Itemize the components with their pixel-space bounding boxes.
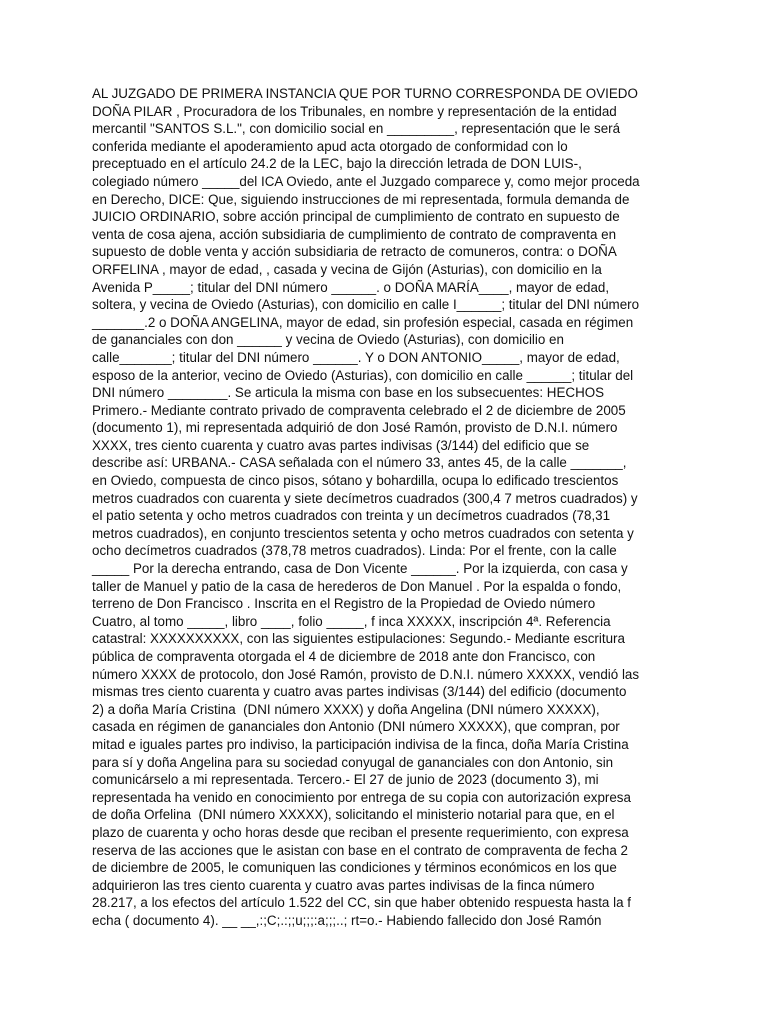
document-line: representada ha venido en conocimiento por entrega de su copia con autorización expresa	[92, 789, 631, 805]
legal-document-text	[92, 85, 692, 930]
document-line: 28.217, a los efectos del artículo 1.522 del CC, sin que haber obtenido respuesta hasta la f	[92, 895, 631, 911]
document-line: AL JUZGADO DE PRIMERA INSTANCIA QUE POR TURNO CORRESPONDA DE OVIEDO	[92, 86, 638, 101]
document-line: metros cuadrados), en conjunto trescientos setenta y ocho metros cuadrados con setenta y	[92, 525, 634, 541]
document-line: conferida mediante el apoderamiento apud acta otorgado de conformidad con lo	[92, 138, 568, 154]
document-line: Primero.- Mediante contrato privado de compraventa celebrado el 2 de diciembre de 2005	[92, 402, 626, 418]
document-line: _______.2 o DOÑA ANGELINA, mayor de edad, sin profesión especial, casada en régimen	[92, 314, 634, 330]
document-line: de doña Orfelina (DNI número XXXXX), solicitando el ministerio notarial para que, en el	[92, 807, 615, 823]
document-line: catastral: XXXXXXXXXX, con las siguientes estipulaciones: Segundo.- Mediante escritura	[92, 631, 625, 647]
document-line: XXXX, tres ciento cuarenta y cuatro avas partes indivisas (3/144) del edificio que se	[92, 437, 590, 453]
document-line: de gananciales con don ______ y vecina de Oviedo (Asturias), con domicilio en	[92, 332, 564, 348]
document-line: en Oviedo, compuesta de cinco pisos, sótano y bohardilla, ocupa lo edificado trescientos	[92, 473, 619, 489]
document-line: 2) a doña María Cristina (DNI número XXXX) y doña Angelina (DNI número XXXXX),	[92, 701, 600, 717]
document-line: esposo de la anterior, vecino de Oviedo (Asturias), con domicilio en calle ______; titular del	[92, 367, 634, 383]
document-line: metros cuadrados con cuarenta y siete decímetros cuadrados (300,4 7 metros cuadrados) y	[92, 490, 638, 506]
document-line: JUICIO ORDINARIO, sobre acción principal de cumplimiento de contrato en supuesto de	[92, 209, 620, 225]
document-line: describe así: URBANA.- CASA señalada con el número 33, antes 45, de la calle _______,	[92, 455, 627, 471]
document-line: supuesto de doble venta y acción subsidiaria de retracto de comuneros, contra: o DOÑA	[92, 244, 617, 260]
document-line: ocho decímetros cuadrados (378,78 metros cuadrados). Linda: Por el frente, con la calle	[92, 543, 617, 559]
document-line: pública de compraventa otorgada el 4 de diciembre de 2018 ante don Francisco, con	[92, 649, 596, 664]
document-line: comunicárselo a mi representada. Tercero.- El 27 de junio de 2023 (documento 3), mi	[92, 772, 599, 788]
document-line: ORFELINA , mayor de edad, , casada y vecina de Gijón (Asturias), con domicilio en la	[92, 261, 602, 277]
document-line: para sí y doña Angelina para su sociedad conyugal de gananciales con don Antonio, sin	[92, 754, 614, 770]
document-line: soltera, y vecina de Oviedo (Asturias), con domicilio en calle I______; titular del DNI número	[92, 297, 640, 313]
document-line: el patio setenta y ocho metros cuadrados con treinta y un decímetros cuadrados (78,31	[92, 508, 611, 524]
document-line: colegiado número _____del ICA Oviedo, ante el Juzgado comparece y, como mejor proceda	[92, 173, 640, 189]
document-line: número XXXX de protocolo, don José Ramón, provisto de D.N.I. número XXXXX, vendió las	[92, 666, 640, 682]
document-line: reserva de las acciones que le asistan con base en el contrato de compraventa de fecha 2	[92, 842, 628, 858]
document-line: Cuatro, al tomo _____, libro ____, folio _____, f inca XXXXX, inscripción 4ª. Referencia	[92, 613, 611, 629]
document-line: DNI número ________. Se articula la misma con base en los subsecuentes: HECHOS	[92, 385, 605, 401]
document-line: adquirieron las tres ciento cuarenta y cuatro avas partes indivisas de la finca número	[92, 877, 595, 893]
document-line: mercantil "SANTOS S.L.", con domicilio social en _________, representación que le será	[92, 121, 621, 137]
document-line: terreno de Don Francisco . Inscrita en el Registro de la Propiedad de Oviedo número	[92, 596, 596, 612]
document-line: preceptuado en el artículo 24.2 de la LEC, bajo la dirección letrada de DON LUIS-,	[92, 156, 582, 172]
document-line: (documento 1), mi representada adquirió de don José Ramón, provisto de D.N.I. número	[92, 420, 618, 436]
document-line: mitad e iguales partes pro indiviso, la participación indivisa de la finca, doña María Cristina	[92, 736, 629, 752]
document-line: plazo de cuarenta y ocho horas desde que reciban el presente requerimiento, con expresa	[92, 824, 629, 840]
document-line: taller de Manuel y patio de la casa de herederos de Don Manuel . Por la espalda o fondo,	[92, 578, 622, 594]
document-line: _____ Por la derecha entrando, casa de Don Vicente ______. Por la izquierda, con casa y	[92, 561, 628, 577]
document-line: Avenida P_____; titular del DNI número ______. o DOÑA MARÍA____, mayor de edad,	[92, 279, 610, 295]
document-line: casada en régimen de gananciales don Antonio (DNI número XXXXX), que compran, por	[92, 719, 620, 735]
document-line: en Derecho, DICE: Que, siguiendo instrucciones de mi representada, formula demanda de	[92, 191, 630, 207]
document-line: calle_______; titular del DNI número ______. Y o DON ANTONIO_____, mayor de edad,	[92, 349, 620, 365]
document-line: venta de cosa ajena, acción subsidiaria de cumplimiento de contrato de compraventa en	[92, 226, 617, 242]
document-line: de diciembre de 2005, le comuniquen las condiciones y términos económicos en los que	[92, 860, 617, 876]
document-line: DOÑA PILAR , Procuradora de los Tribunales, en nombre y representación de la entidad	[92, 103, 617, 119]
document-line: echa ( documento 4). __ __,:;C;.:;;u;;;:a;;;..; rt=o.- Habiendo fallecido don José Ramón	[92, 912, 602, 928]
document-line: mismas tres ciento cuarenta y cuatro avas partes indivisas (3/144) del edificio (documento	[92, 684, 627, 700]
